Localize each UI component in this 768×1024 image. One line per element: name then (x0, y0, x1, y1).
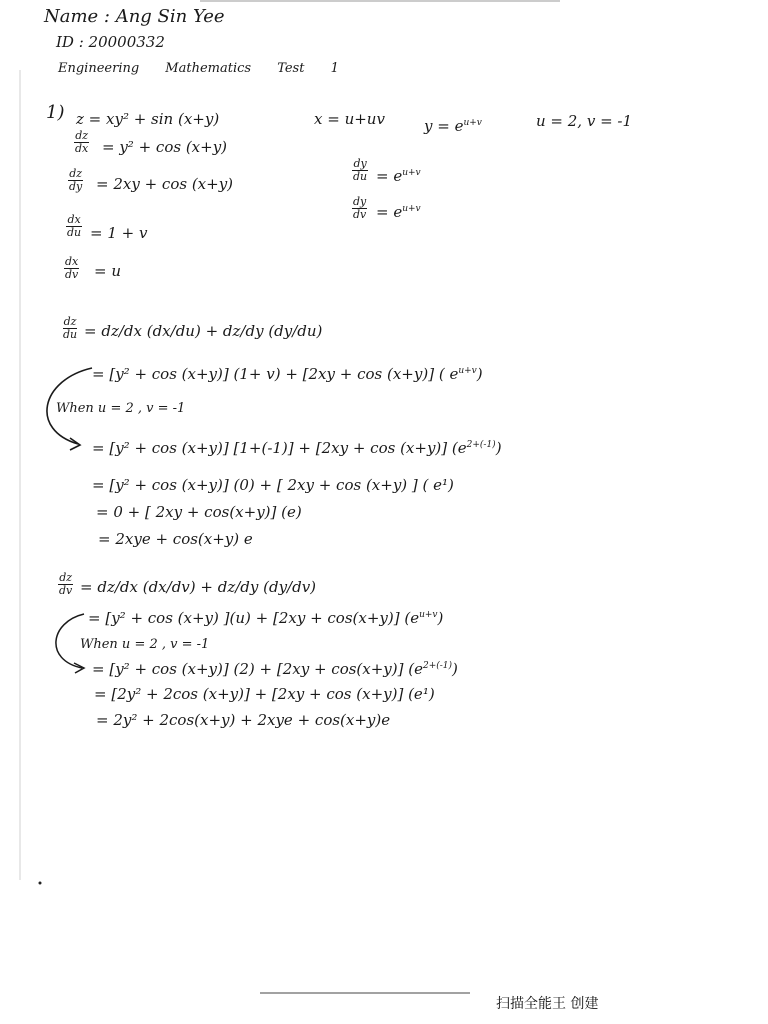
dz-dv-fraction: $\frac{dz}{dv}$ (59, 571, 73, 597)
dx-du-result: = 1 + v (90, 224, 148, 242)
dz-dv-chain-rule: = dz/dx (dx/dv) + dz/dy (dy/dv) (80, 578, 317, 596)
given-y: $y = e^{u+v}$ (424, 117, 482, 135)
dy-du-result: = $e^{u+v}$ (376, 167, 421, 185)
dz-du-fraction: $\frac{dz}{du}$ (63, 315, 78, 341)
scan-speck (39, 882, 42, 885)
student-name: Name : Ang Sin Yee (44, 6, 225, 27)
dz-du-line1: = [y² + cos (x+y)] (1+ v) + [2xy + cos (x+y)] ( $e^{u+v}$) (92, 365, 483, 383)
dz-dx-fraction: $\frac{dz}{dx}$ (75, 129, 89, 155)
dy-dv-fraction: $\frac{dy}{dv}$ (353, 195, 367, 221)
dx-dv-fraction: $\frac{dx}{dv}$ (65, 255, 79, 281)
arrow-head-u (70, 438, 80, 450)
course-title: Engineering Mathematics Test 1 (58, 61, 339, 76)
dz-dv-line4: = 2y² + 2cos(x+y) + 2xye + cos(x+y)e (96, 711, 391, 729)
given-z: z = xy² + sin (x+y) (76, 110, 220, 128)
dz-du-line3: = [y² + cos (x+y)] (0) + [ 2xy + cos (x+y) ] ( e¹) (92, 476, 454, 494)
dz-du-line5: = 2xye + cos(x+y) e (98, 530, 253, 548)
dz-dv-when: When u = 2 , v = -1 (80, 637, 210, 652)
dz-dv-line3: = [2y² + 2cos (x+y)] + [2xy + cos (x+y)] (e¹) (94, 685, 435, 703)
given-x: x = u+uv (314, 110, 385, 128)
dz-dv-line2: = [y² + cos (x+y)] (2) + [2xy + cos(x+y)] $(e^{2+(-1)})$ (92, 660, 458, 678)
curved-arrow-v (56, 614, 84, 668)
dz-du-line2: = [y² + cos (x+y)] [1+(-1)] + [2xy + cos (x+y)] $(e^{2+(-1)})$ (92, 439, 502, 457)
dy-du-fraction: $\frac{dy}{du}$ (353, 157, 368, 183)
dz-du-chain-rule: = dz/dx (dx/du) + dz/dy (dy/du) (84, 322, 323, 340)
dz-dx-result: = y² + cos (x+y) (102, 138, 228, 156)
dx-dv-result: = u (94, 262, 121, 280)
given-uv: u = 2, v = -1 (536, 112, 633, 130)
question-number: 1) (46, 102, 65, 123)
curved-arrow-u (47, 368, 92, 444)
dz-du-when: When u = 2 , v = -1 (56, 401, 186, 416)
dz-dy-result: = 2xy + cos (x+y) (96, 175, 234, 193)
dz-du-line4: = 0 + [ 2xy + cos(x+y)] (e) (96, 503, 302, 521)
scanner-watermark: 扫描全能王 创建 (496, 996, 599, 1012)
dz-dv-line1: = [y² + cos (x+y) ](u) + [2xy + cos(x+y)] $(e^{u+v})$ (88, 609, 444, 627)
dx-du-fraction: $\frac{dx}{du}$ (67, 213, 82, 239)
student-id: ID : 20000332 (56, 33, 165, 51)
dz-dy-fraction: $\frac{dz}{dy}$ (69, 167, 83, 193)
dy-dv-result: = $e^{u+v}$ (376, 203, 421, 221)
